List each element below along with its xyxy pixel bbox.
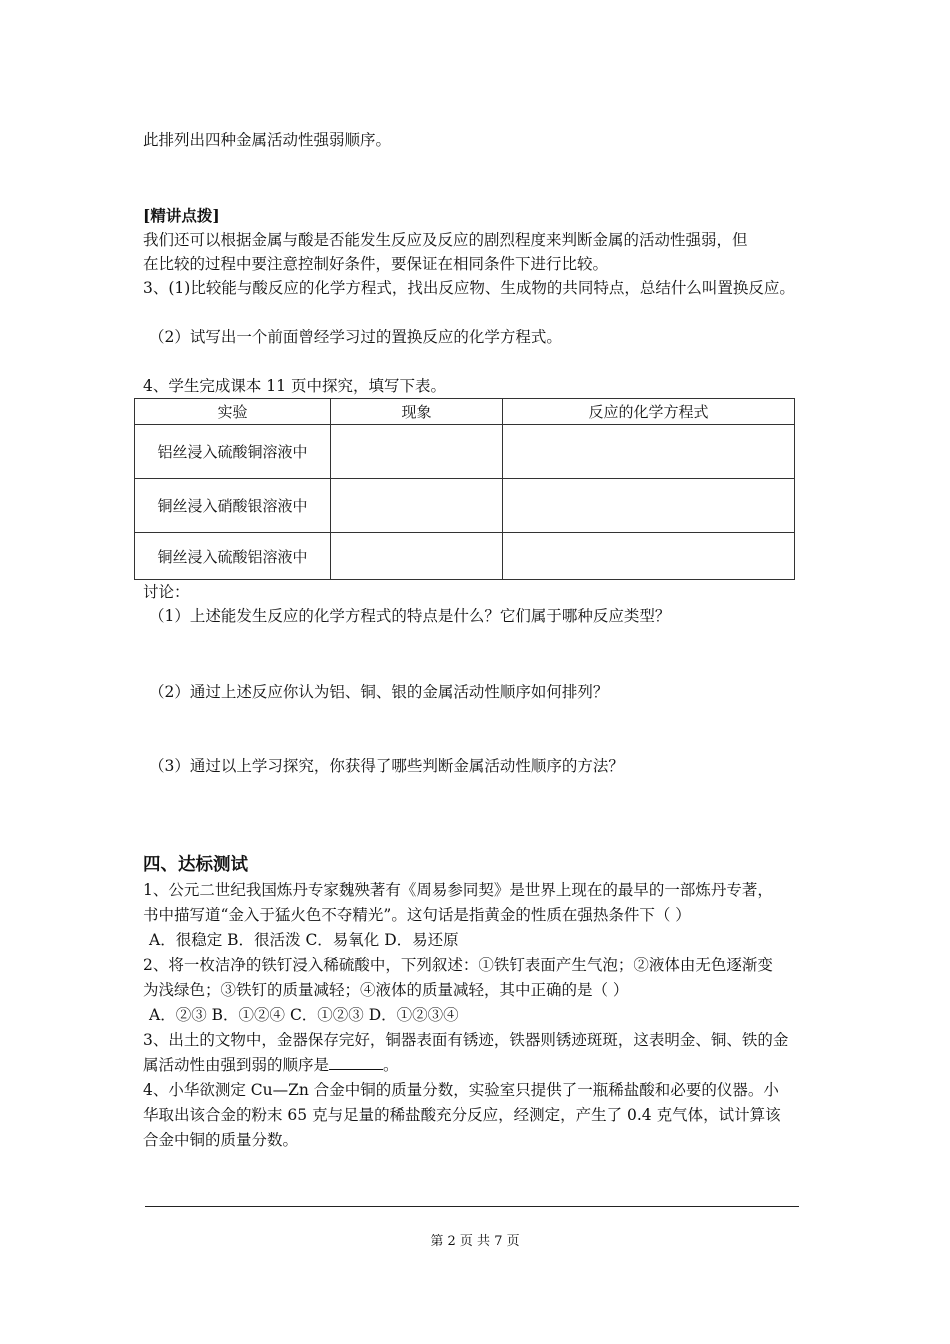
question-3-part-1: 3、(1)比较能与酸反应的化学方程式，找出反应物、生成物的共同特点，总结什么叫置换反应。 — [143, 279, 795, 297]
question-4: 4、学生完成课本 11 页中探究，填写下表。 — [143, 377, 446, 395]
footer-divider — [145, 1206, 799, 1207]
table-cell-equation[interactable] — [503, 425, 795, 479]
discussion-label: 讨论： — [143, 583, 190, 601]
table-row — [135, 479, 795, 533]
test-q1-line-2: 书中描写道“金入于猛火色不夺精光”。这句话是指黄金的性质在强热条件下（ ） — [143, 906, 691, 924]
test-q3-text: 属活动性由强到弱的顺序是 — [143, 1056, 330, 1074]
tip-heading: [精讲点拨] — [143, 206, 220, 225]
experiment-table — [134, 398, 795, 580]
table-cell-phenomenon[interactable] — [331, 479, 503, 533]
table-cell-equation[interactable] — [503, 533, 795, 580]
table-cell-experiment: 铜丝浸入硫酸铝溶液中 — [135, 533, 331, 580]
section-title: 四、达标测试 — [143, 855, 248, 875]
discussion-question-3: （3）通过以上学习探究，你获得了哪些判断金属活动性顺序的方法？ — [149, 757, 624, 775]
test-q3-end: 。 — [383, 1056, 399, 1074]
question-3-part-2: （2）试写出一个前面曾经学习过的置换反应的化学方程式。 — [149, 328, 562, 346]
discussion-question-2: （2）通过上述反应你认为铝、铜、银的金属活动性顺序如何排列？ — [149, 683, 609, 701]
tip-line-2: 在比较的过程中要注意控制好条件，要保证在相同条件下进行比较。 — [143, 255, 609, 273]
table-cell-experiment: 铝丝浸入硫酸铜溶液中 — [135, 425, 331, 479]
test-q2-line-2: 为浅绿色；③铁钉的质量减轻；④液体的质量减轻，其中正确的是（ ） — [143, 981, 629, 999]
table-row — [135, 425, 795, 479]
test-q2-line-1: 2、将一枚洁净的铁钉浸入稀硫酸中，下列叙述：①铁钉表面产生气泡；②液体由无色逐渐变 — [143, 956, 773, 974]
table-cell-phenomenon[interactable] — [331, 425, 503, 479]
intro-tail: 此排列出四种金属活动性强弱顺序。 — [143, 131, 392, 149]
test-q1-options: A．很稳定 B．很活泼 C．易氧化 D．易还原 — [149, 931, 459, 949]
table-header-row — [135, 399, 795, 425]
discussion-question-1: （1）上述能发生反应的化学方程式的特点是什么？它们属于哪种反应类型？ — [149, 607, 671, 625]
tip-line-1: 我们还可以根据金属与酸是否能发生反应及反应的剧烈程度来判断金属的活动性强弱，但 — [143, 231, 748, 249]
test-q1-line-1: 1、公元二世纪我国炼丹专家魏殃著有《周易参同契》是世界上现在的最早的一部炼丹专著， — [143, 881, 773, 899]
table-cell-phenomenon[interactable] — [331, 533, 503, 580]
test-q2-options: A．②③ B．①②④ C．①②③ D．①②③④ — [149, 1006, 459, 1024]
page-number: 第 2 页 共 7 页 — [430, 1234, 520, 1249]
table-cell-equation[interactable] — [503, 479, 795, 533]
table-header-equation: 反应的化学方程式 — [503, 399, 795, 425]
test-q3-line-2 — [143, 1055, 399, 1075]
test-q4-line-1: 4、小华欲测定 Cu—Zn 合金中铜的质量分数，实验室只提供了一瓶稀盐酸和必要的仪器。小 — [143, 1081, 779, 1099]
test-q3-line-1: 3、出土的文物中，金器保存完好，铜器表面有锈迹，铁器则锈迹斑斑，这表明金、铜、铁的金 — [143, 1031, 789, 1049]
table-header-phenomenon: 现象 — [331, 399, 503, 425]
table-header-experiment: 实验 — [135, 399, 331, 425]
test-q4-line-2: 华取出该合金的粉末 65 克与足量的稀盐酸充分反应，经测定，产生了 0.4 克气体，试计算该 — [143, 1106, 781, 1124]
answer-blank[interactable] — [329, 1055, 383, 1070]
table-row — [135, 533, 795, 580]
table-cell-experiment: 铜丝浸入硝酸银溶液中 — [135, 479, 331, 533]
test-q4-line-3: 合金中铜的质量分数。 — [143, 1131, 299, 1149]
